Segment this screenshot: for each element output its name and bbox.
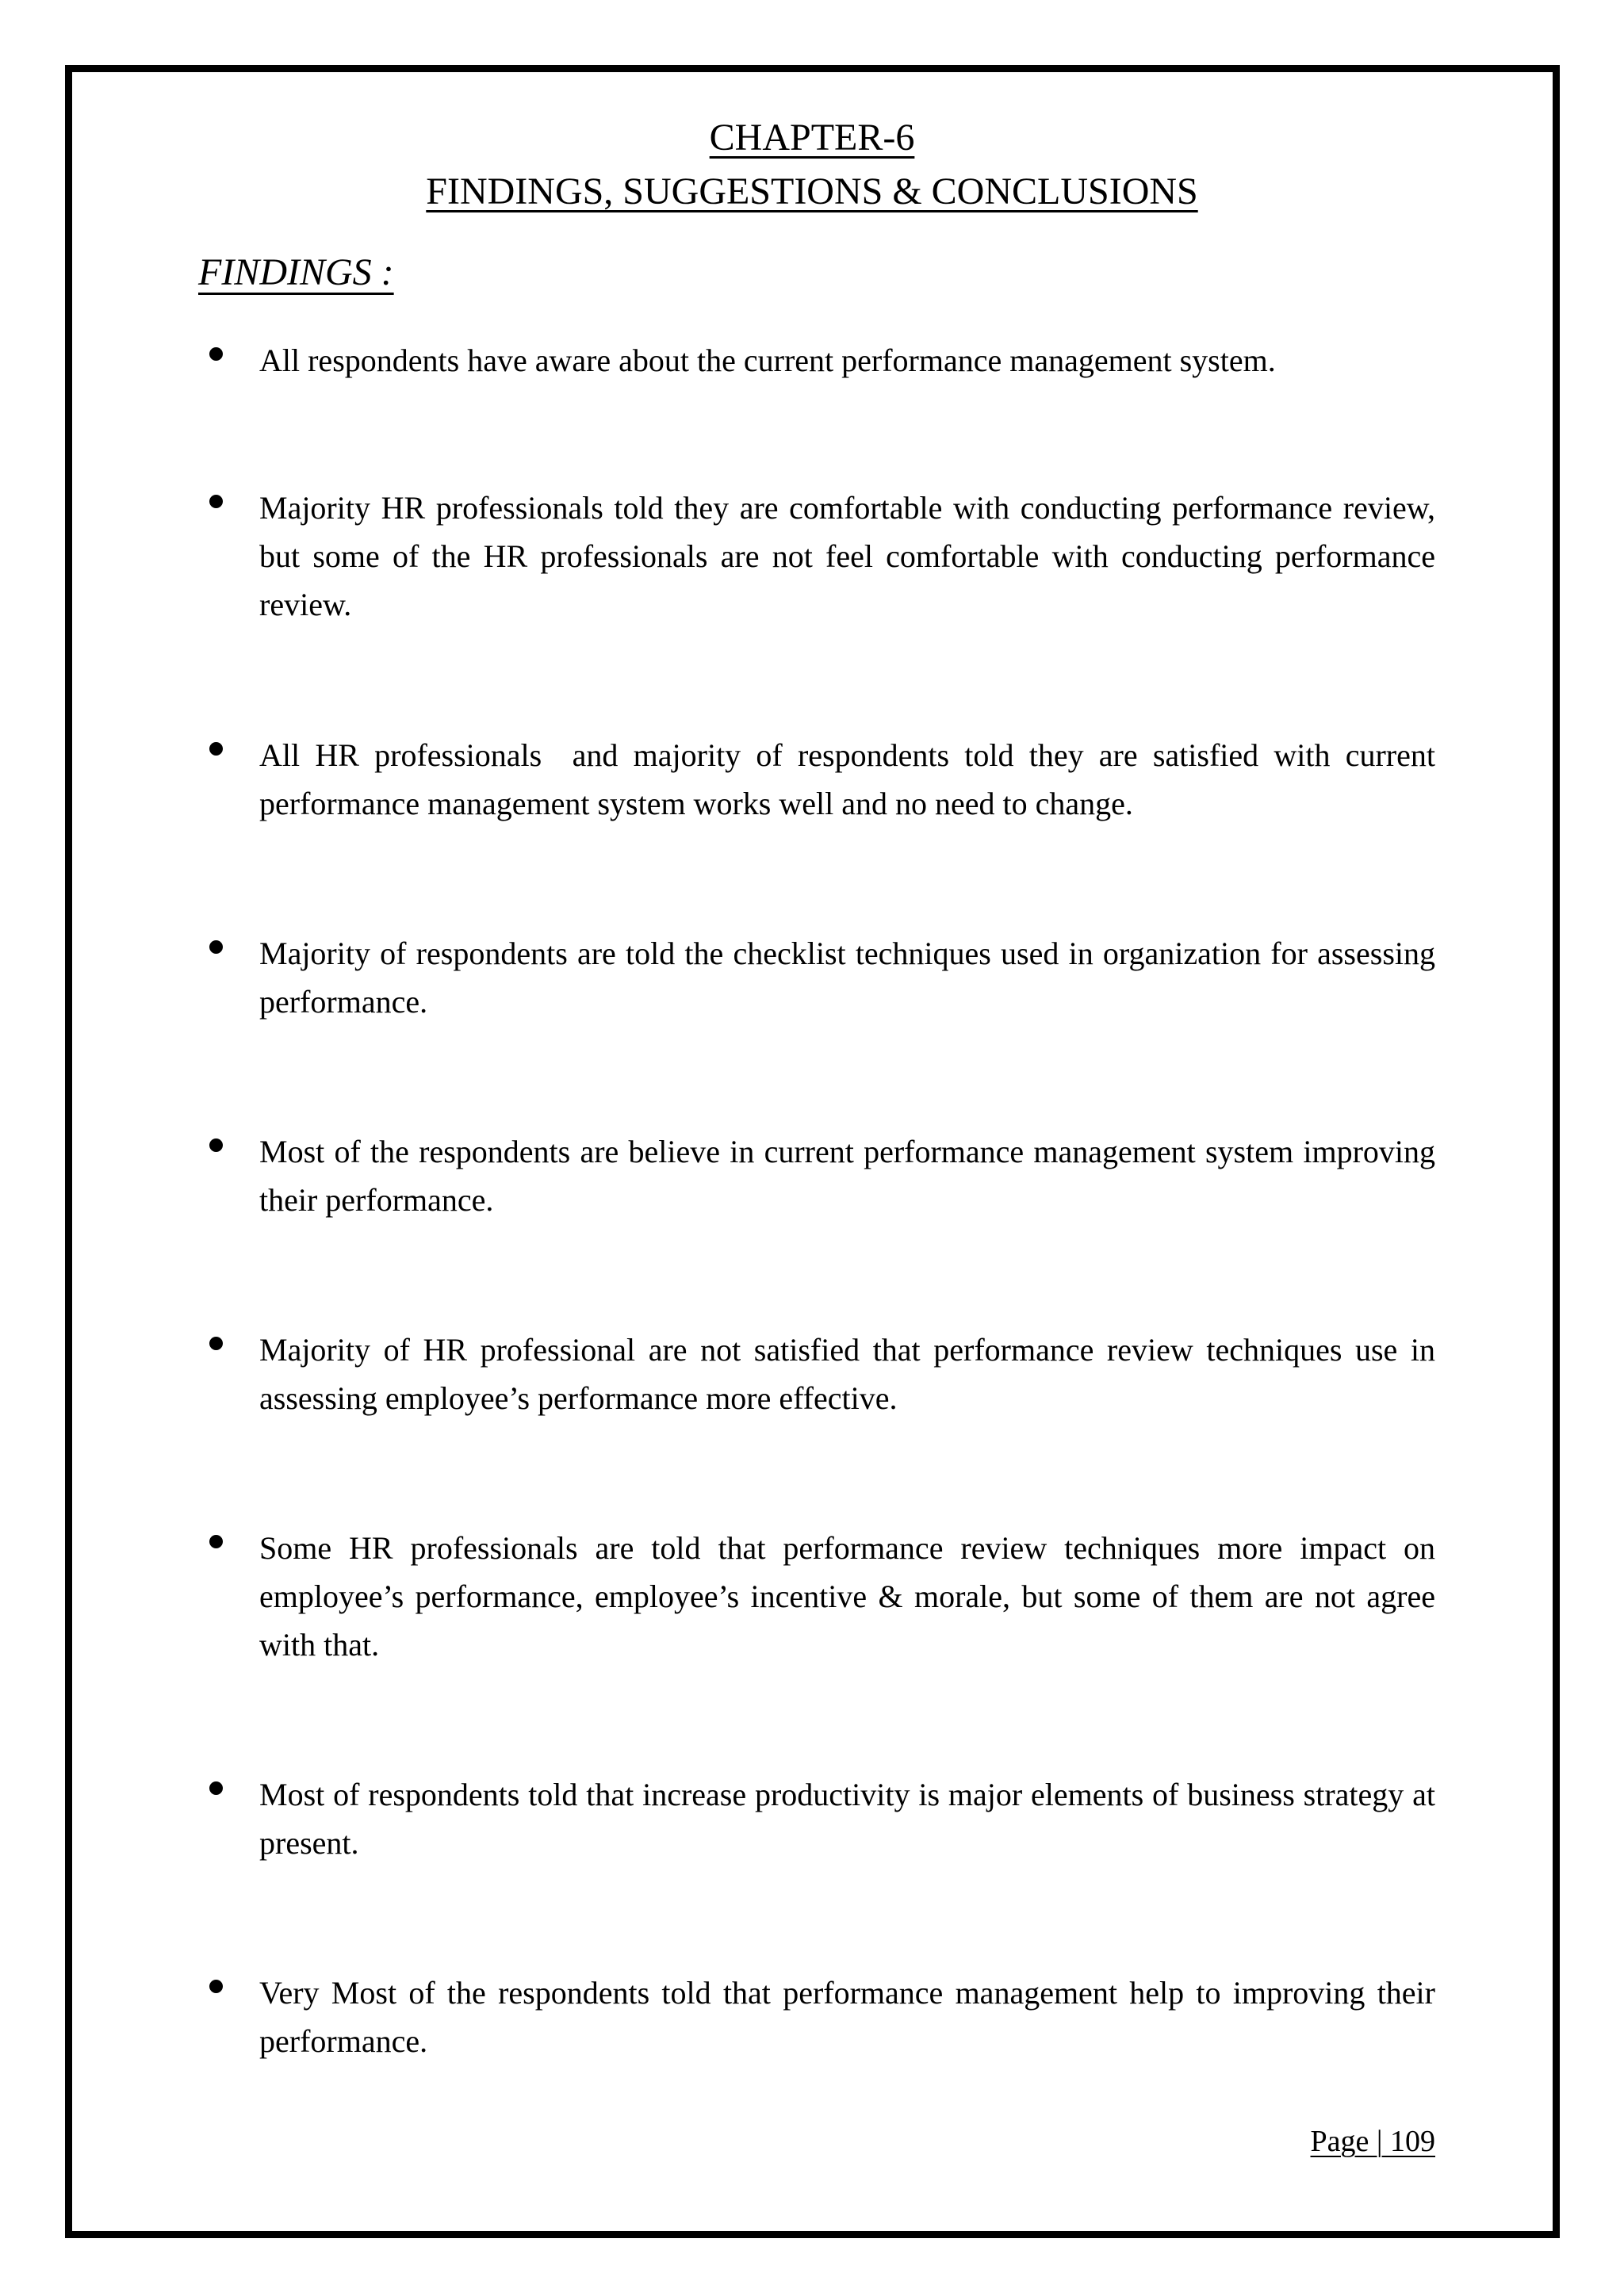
finding-text: Majority of HR professional are not satisfied that performance review techniques use in assessing employee’s performance more effective. <box>259 1332 1443 1416</box>
bullet-icon <box>209 347 223 361</box>
bullet-icon <box>209 742 223 756</box>
finding-text: Some HR professionals are told that performance review techniques more impact on employee’s performance, employee’s incentive & morale, but some of them are not agree with that. <box>259 1530 1443 1663</box>
finding-text: All respondents have aware about the current performance management system. <box>259 342 1276 378</box>
bullet-icon <box>209 1138 223 1152</box>
chapter-title: FINDINGS, SUGGESTIONS & CONCLUSIONS <box>426 170 1198 212</box>
finding-text: Very Most of the respondents told that performance management help to improving their performance. <box>259 1975 1443 2059</box>
bullet-icon <box>209 1980 223 1993</box>
chapter-number: CHAPTER-6 <box>709 117 915 159</box>
page-number: Page | 109 <box>1310 2125 1435 2158</box>
bullet-icon <box>209 940 223 954</box>
finding-text: Most of the respondents are believe in current performance management system improving their performance. <box>259 1134 1443 1218</box>
bullet-icon <box>209 495 223 508</box>
findings-heading: FINDINGS : <box>198 251 394 293</box>
finding-text: Most of respondents told that increase productivity is major elements of business strategy at present. <box>259 1777 1443 1861</box>
bullet-icon <box>209 1337 223 1350</box>
bullet-icon <box>209 1781 223 1795</box>
finding-text: Majority HR professionals told they are comfortable with conducting performance review, but some of the HR professionals are not feel comfortable with conducting performance review. <box>259 490 1443 622</box>
bullet-icon <box>209 1535 223 1548</box>
finding-text: Majority of respondents are told the checklist techniques used in organization for assessing performance. <box>259 936 1443 1020</box>
finding-text: All HR professionals and majority of respondents told they are satisfied with current performance management system works well and no need to change. <box>259 737 1443 821</box>
